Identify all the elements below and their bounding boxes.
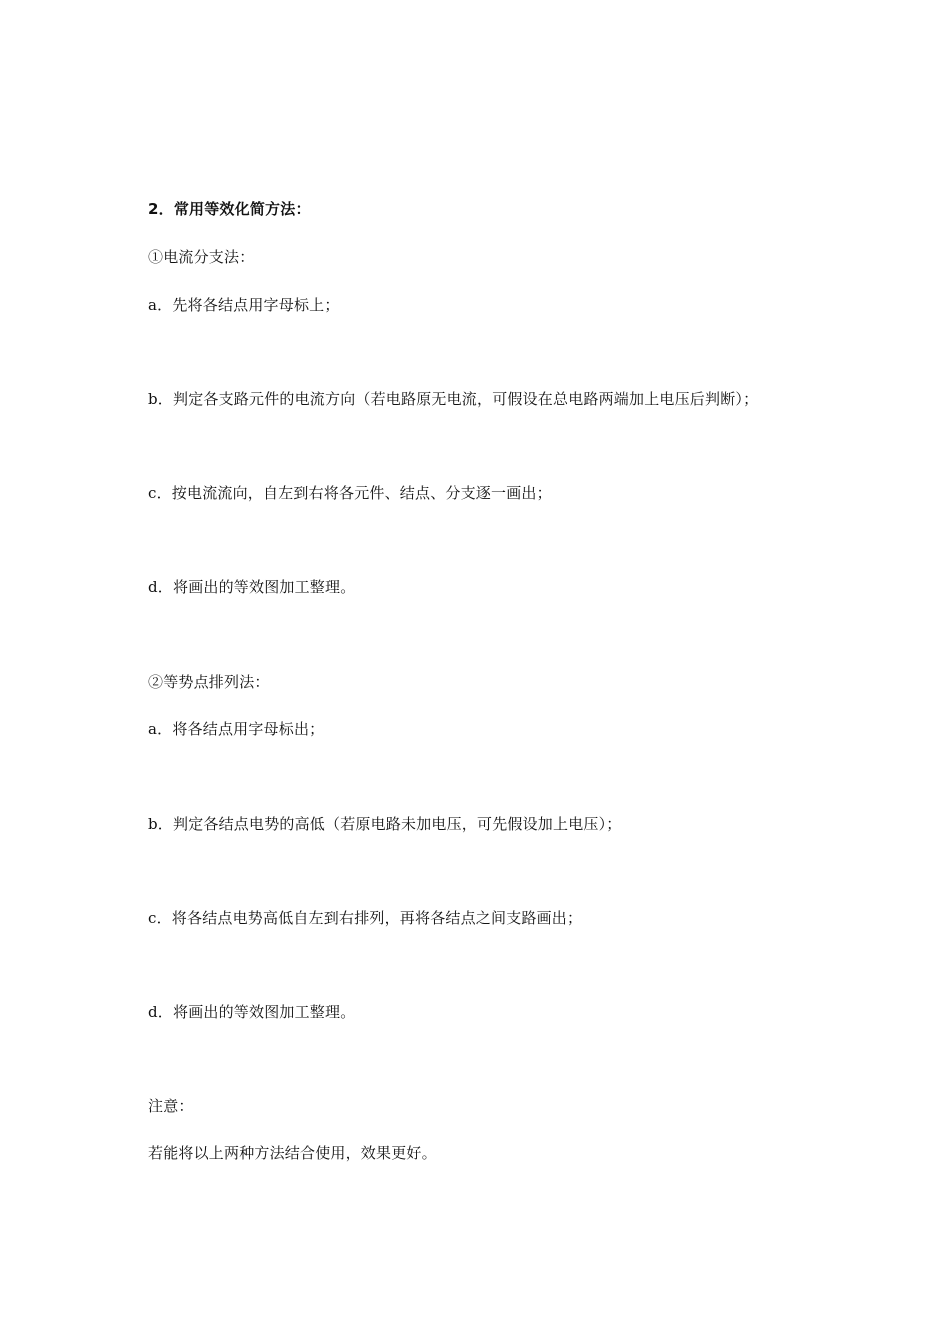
method1-title: ①电流分支法： — [148, 248, 255, 266]
method2-step-b: b．判定各结点电势的高低（若原电路未加电压，可先假设加上电压）； — [148, 815, 622, 833]
method1-step-d: d．将画出的等效图加工整理。 — [148, 578, 356, 596]
method2-step-a: a．将各结点用字母标出； — [148, 720, 325, 738]
method2-step-c: c．将各结点电势高低自左到右排列，再将各结点之间支路画出； — [148, 909, 583, 927]
method2-title: ②等势点排列法： — [148, 673, 270, 691]
section-title: 2．常用等效化简方法： — [148, 200, 311, 218]
method1-step-a: a．先将各结点用字母标上； — [148, 296, 340, 314]
note-text: 若能将以上两种方法结合使用，效果更好。 — [148, 1144, 437, 1162]
method1-step-b: b．判定各支路元件的电流方向（若电路原无电流，可假设在总电路两端加上电压后判断）； — [148, 390, 759, 408]
method1-step-c: c．按电流流向，自左到右将各元件、结点、分支逐一画出； — [148, 484, 552, 502]
note-label: 注意： — [148, 1097, 194, 1115]
method2-step-d: d．将画出的等效图加工整理。 — [148, 1003, 356, 1021]
